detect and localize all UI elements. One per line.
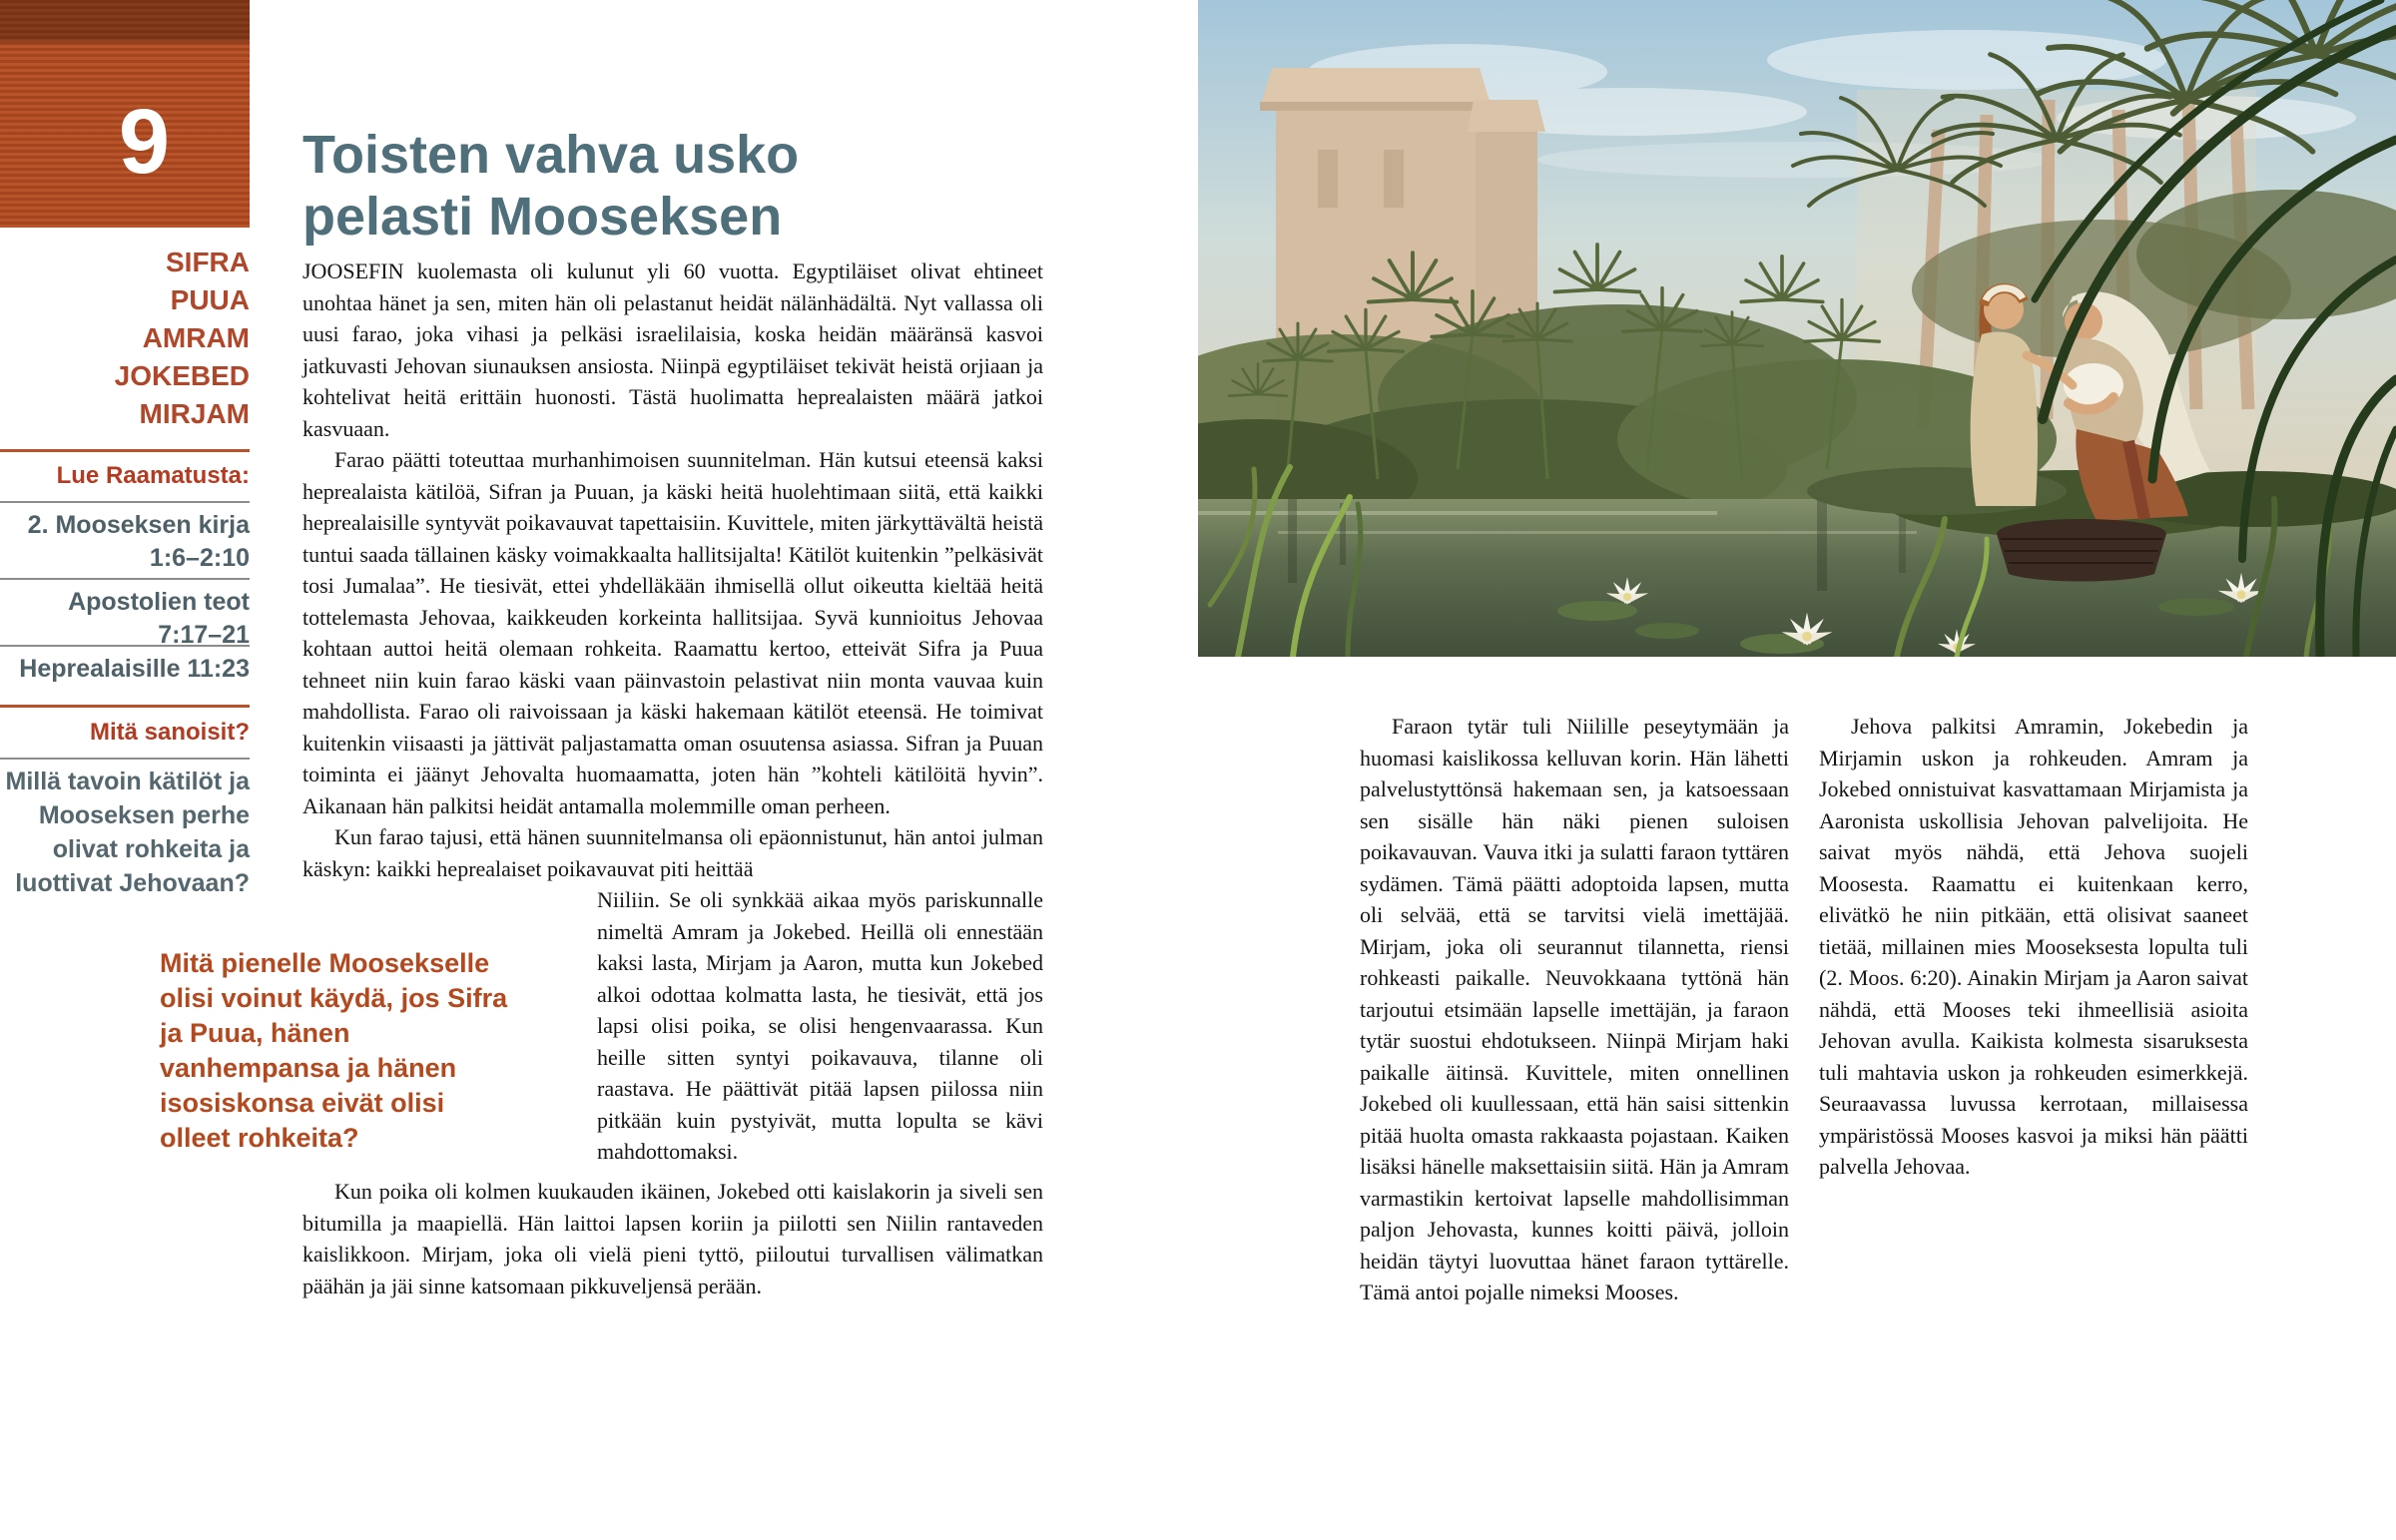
divider-gray [0,645,250,647]
pull-quote-float [160,884,597,1176]
person-name: AMRAM [142,322,250,353]
divider-gray [0,501,250,503]
person-name: PUUA [170,284,250,315]
person-name: JOKEBED [114,360,250,391]
paragraph: Kun poika oli kolmen kuukauden ikäinen, Jokebed otti kaislakorin ja siveli sen bitumilla ja maapiellä. Hän laittoi lapsen koriin ja piilotti sen Niilin rantaveden kaislikkoon. Mirjam, joka oli vielä pieni tyttö, piiloutui turvallisen välimatkan päähän ja jäi sinne katsomaan pikkuveljensä perään. [302,1179,1043,1298]
paragraph: Kun farao tajusi, että hänen suunnitelmansa oli epäonnistunut, hän antoi julman käskyn: kaikki heprealaiset poikavauvat piti heittää [302,824,1043,881]
page-title: Toisten vahva usko pelasti Mooseksen [302,125,800,248]
pull-quote: Mitä pienelle Moosekselle olisi voinut käydä, jos Sifra ja Puua, hänen vanhempansa ja hänen isosiskonsa eivät olisi olleet rohkeita? [160,948,508,1153]
paragraph: Farao päätti toteuttaa murhanhimoisen suunnitelman. Hän kutsui eteensä kaksi heprealaista kätilöä, Sifran ja Puuan, ja käski heitä huolehtimaan siitä, että kaikki heprealaisille syntyvät poikavauvat tapettaisiin. Kuvittele, miten järkyttävältä heistä tuntui saada tällainen käsky voimakkaalta hallitsijalta! Kätilöt kuitenkin ”pelkäsivät tosi Jumalaa”. He tiesivät, ettei yhdelläkään ihmisellä ollut oikeutta kieltää heitä tottelemasta Jehovaa, kaikkeuden korkeinta hallitsijaa. Syvä kunnioitus Jehovaa kohtaan auttoi heitä olemaan rohkeita. Raamattu kertoo, etteivät Sifra ja Puua tehneet niin kuin farao käski vaan päinvastoin pelastivat niin monta vauvaa kuin mahdollista. Farao oli raivoissaan ja käski hakemaan kätilöt eteensä. He toimivat kuitenkin viisaasti ja jättivät paljastamatta oman osuutensa asiassa. Sifran ja Puuan toiminta ei jäänyt Jehovalta huomaamatta, joten hän ”kohteli kätilöitä hyvin”. Aikanaan hän palkitsi heidät antamalla molemmille oman perheen. [302,447,1043,818]
paragraph: Faraon tytär tuli Niilille peseytymään ja huomasi kaislikossa kelluvan korin. Hän lähetti palvelustyttönsä hakemaan sen, ja katsoessaan sen sisälle hän näki pienen suloisen poikavauvan. Vauva itki ja sulatti faraon tyttären sydämen. Tämä päätti adoptoida lapsen, mutta oli selvää, että se tarvitsi vielä imettäjää. Mirjam, joka oli seurannut tilannetta, riensi rohkeasti paikalle. Neuvokkaana tyttönä hän tarjoutui etsimään lapselle imettäjän, ja faraon tytär suostui ehdotukseen. Niinpä Mirjam haki paikalle äitinsä. Kuvittele, miten onnellinen Jokebed oli kuullessaan, että hän saisi sittenkin pitää huolta omasta rakkaasta pojastaan. Kaiken lisäksi hänelle maksettaisiin siitä. Hän ja Amram varmastikin kertoivat lapselle mahdollisimman paljon Jehovasta, kunnes koitti päivä, jolloin heidän täytyi luovuttaa hänet faraon tyttärelle. Tämä antoi pojalle nimeksi Mooses. [1360,714,1789,1304]
divider-gray [0,758,250,760]
divider-orange [0,449,250,452]
paragraph: JOOSEFIN kuolemasta oli kulunut yli 60 vuotta. Egyptiläiset olivat ehtineet unohtaa hänet ja sen, miten hän oli pelastanut heidät nälänhädältä. Nyt vallassa oli uusi farao, joka vihasi ja pelkäsi israelilaisia, koska heidän määränsä kasvoi jatkuvasti Jehovan siunauksen ansiosta. Niinpä egyptiläiset tekivät heistä orjiaan ja kohtelivat heitä erittäin huonosti. Tästä huolimatta heprealaisten määrä jatkoi kasvuaan. [302,258,1043,441]
wicker-basket [1997,519,2166,582]
paragraph-with-pullquote [160,884,1043,1168]
divider-orange [0,705,250,708]
scripture-ref-hebrews: Heprealaisille 11:23 [19,655,250,683]
chapter-people-names [0,244,250,433]
chapter-number: 9 [118,91,170,193]
what-would-you-say-label: Mitä sanoisit? [89,719,250,746]
right-page-column-1 [1360,711,1789,1308]
review-question: Millä tavoin kätilöt ja Mooseksen perhe olivat rohkeita ja luottivat Jehovaan? [5,768,250,897]
nile-basket-illustration [1198,0,2396,657]
paragraph: Niiliin. Se oli synkkää aikaa myös pariskunnalle nimeltä Amram ja Jokebed. Heillä oli ennestään kaksi lasta, Mirjam ja Aaron, mutta kun Jokebed alkoi odottaa kolmatta lasta, he tiesivät, että jos lapsi olisi poika, se olisi hengenvaarassa. Kun heille sitten syntyi poikavauva, tilanne oli raastava. He päättivät pitää lapsen piilossa niin pitkään kuin pystyivät, mutta lopulta se kävi mahdottomaksi. [597,887,1043,1164]
person-name: MIRJAM [139,398,250,429]
scripture-ref-acts: Apostolien teot 7:17–21 [68,588,250,649]
paragraph: Jehova palkitsi Amramin, Jokebedin ja Mirjamin uskon ja rohkeuden. Amram ja Jokebed onnistuivat kasvattamaan Mirjamista ja Aaronista uskollisia Jehovan palvelijoita. He saivat myös nähdä, että Jehova suojeli Moosesta. Raamattu ei kuitenkaan kerro, elivätkö he niin pitkään, että olisivat saaneet tietää, millainen mies Mooseksesta lopulta tuli (2. Moos. 6:20). Ainakin Mirjam ja Aaron saivat nähdä, että Mooses teki ihmeellisiä asioita Jehovan avulla. Kaikista kolmesta sisaruksesta tuli mahtavia uskon ja rohkeuden esimerkkejä. Seuraavassa luvussa kerrotaan, millaisessa ympäristössä Mooses kasvoi ja miksi hän päätti palvella Jehovaa. [1819,714,2248,1179]
right-page-column-2 [1819,711,2248,1183]
person-name: SIFRA [166,247,250,277]
divider-gray [0,578,250,580]
scripture-ref-exodus: 2. Mooseksen kirja 1:6–2:10 [27,511,250,572]
read-bible-label: Lue Raamatusta: [56,462,250,489]
chapter-number-block [0,0,250,228]
